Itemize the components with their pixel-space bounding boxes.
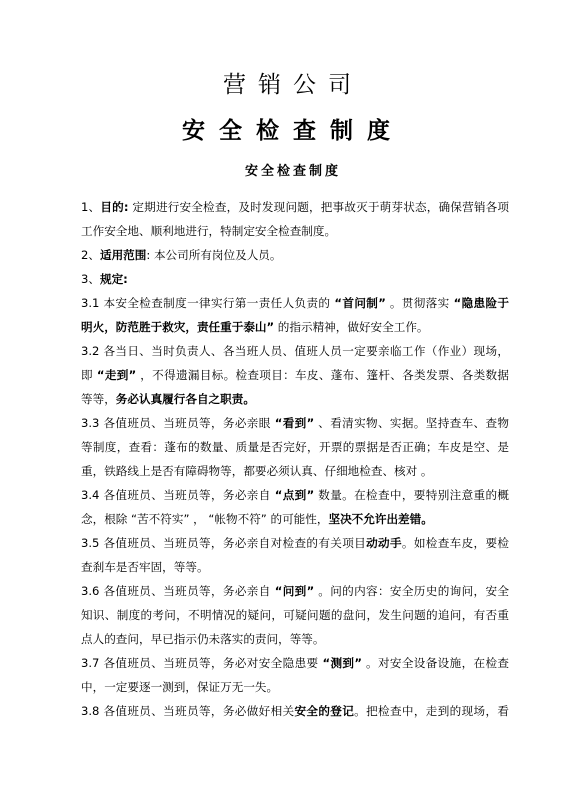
text-line xyxy=(81,435,509,459)
text-line xyxy=(81,315,509,339)
text-segment: 。贯彻落实 xyxy=(385,296,454,310)
bold-text: “看到” xyxy=(274,416,315,430)
bold-text: 适用范围 xyxy=(99,248,147,262)
bold-text: 务必认真履行各自之职责。 xyxy=(115,392,255,406)
text-segment: ，不得遗漏目标。检查项目：车皮、蓬布、篷杆、各类发票、各类数据 xyxy=(136,368,509,382)
bold-text: “走到” xyxy=(96,368,137,382)
text-line xyxy=(81,483,509,507)
bold-text: 坚决不允许出差错。 xyxy=(328,512,433,526)
text-segment: 等制度，查看：蓬布的数量、质量是否完好，开票的票据是否正确；车皮是空、是 xyxy=(81,440,509,454)
text-segment: 知识、制度的考问，不明情况的疑问，可疑问题的盘问，发生问题的追问，有否重 xyxy=(81,608,509,622)
text-line xyxy=(81,363,509,387)
document-body xyxy=(81,195,509,723)
text-line xyxy=(81,195,509,219)
text-line xyxy=(81,675,509,699)
bold-text: “测到” xyxy=(322,656,362,670)
text-segment: 工作安全地、顺利地进行，特制定安全检查制度。 xyxy=(81,224,337,238)
bold-text: “隐患险于 xyxy=(453,296,509,310)
text-segment: 。如检查车皮，要检 xyxy=(401,536,509,550)
text-line xyxy=(81,411,509,435)
text-line xyxy=(81,219,509,243)
text-segment: 重，铁路线上是否有障碍物等，都要必须认真、仔细地检查、核对 。 xyxy=(81,464,433,478)
text-segment: 数量。在检查中，要特别注意重的概 xyxy=(314,488,509,502)
text-line xyxy=(81,627,509,651)
text-segment: 。对安全设备设施，在检查 xyxy=(361,656,509,670)
text-line xyxy=(81,579,509,603)
text-segment: 3.1 本安全检查制度一律实行第一责任人负责的 xyxy=(81,296,335,310)
bold-text: 安全的登记 xyxy=(294,704,355,718)
bold-text: 规定: xyxy=(99,272,128,286)
text-segment: 3.8 各值班员、当班员等，务必做好相关 xyxy=(81,704,295,718)
text-segment: 2、 xyxy=(81,248,100,262)
text-segment: 。问的内容：安全历史的询问，安全 xyxy=(314,584,509,598)
text-segment: 、看清实物、实据。坚持查车、查物 xyxy=(314,416,509,430)
bold-text: “首问制” xyxy=(334,296,386,310)
text-line xyxy=(81,555,509,579)
text-line xyxy=(81,267,509,291)
text-line xyxy=(81,387,509,411)
text-line xyxy=(81,531,509,555)
text-segment: 即 xyxy=(81,368,97,382)
text-line xyxy=(81,507,509,531)
text-line xyxy=(81,243,509,267)
document-title: 安全检查制度 xyxy=(182,117,404,144)
text-line xyxy=(81,339,509,363)
text-segment: 3.6 各值班员、当班员等，务必亲自 xyxy=(81,584,275,598)
text-segment: 念，根除 “苦不符实” ， “帐物不符” 的可能性， xyxy=(81,512,329,526)
text-line xyxy=(81,651,509,675)
text-segment: 3、 xyxy=(81,272,100,286)
text-segment: 点人的查问，早已指示仍未落实的责问，等等。 xyxy=(81,632,325,646)
text-segment: 定期进行安全检查，及时发现问题，把事故灭于萌芽状态，确保营销各项 xyxy=(128,200,509,214)
text-segment: 3.3 各值班员、当班员等，务必亲眼 xyxy=(81,416,275,430)
document-subtitle: 安全检查制度 xyxy=(244,164,341,179)
text-line xyxy=(81,459,509,483)
text-segment: 。把检查中，走到的现场，看 xyxy=(354,704,509,718)
bold-text: 动动手 xyxy=(366,536,402,550)
text-line xyxy=(81,699,509,723)
text-segment: 中，一定要逐一测到，保证万无一失。 xyxy=(81,680,279,694)
company-name: 营销公司 xyxy=(223,72,363,98)
bold-text: “问到” xyxy=(274,584,315,598)
text-segment: 的指示精神，做好安全工作。 xyxy=(274,320,429,334)
text-line xyxy=(81,291,509,315)
text-segment: 3.7 各值班员、当班员等，务必对安全隐患要 xyxy=(81,656,323,670)
text-segment: 1、 xyxy=(81,200,101,214)
text-segment: 3.2 各当日、当时负责人、各当班人员、值班人员一定要亲临工作（作业）现场， xyxy=(81,344,509,358)
text-line xyxy=(81,603,509,627)
text-segment: 3.4 各值班员、当班员等，务必亲自 xyxy=(81,488,275,502)
bold-text: “点到” xyxy=(274,488,315,502)
text-segment: 查刹车是否牢固，等等。 xyxy=(81,560,209,574)
bold-text: 明火，防范胜于救灾，责任重于泰山” xyxy=(81,320,275,334)
text-segment: 3.5 各值班员、当班员等，务必亲自对检查的有关项目 xyxy=(81,536,367,550)
text-segment: 等等， xyxy=(81,392,116,406)
text-segment: : 本公司所有岗位及人员。 xyxy=(146,248,282,262)
bold-text: 目的: xyxy=(100,200,129,214)
